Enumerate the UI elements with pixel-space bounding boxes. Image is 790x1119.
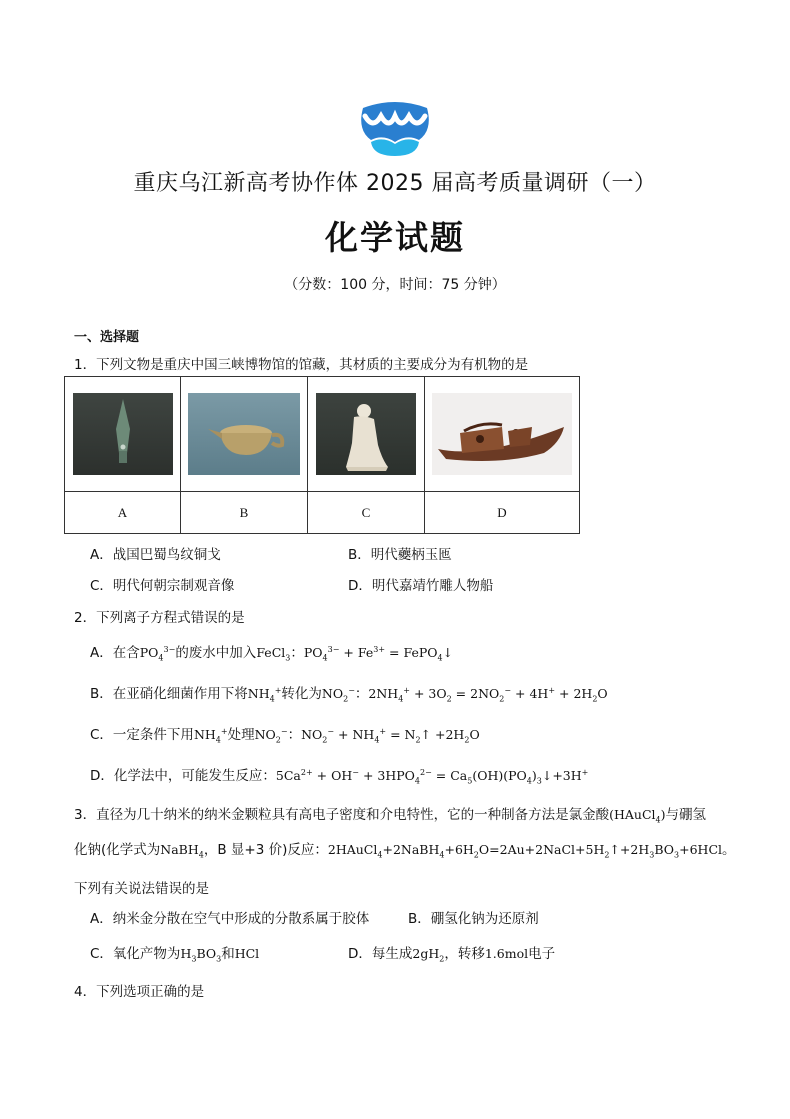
q2-d-equation: $5Ca^{2+} + OH^- + 3HPO_4^{2-}$ = $Ca_5(OH)(PO_4)_3↓+3H^+$ <box>275 767 589 786</box>
artifact-label-b: B <box>181 492 308 534</box>
haucl4-formula: (HAuCl$_4$) <box>609 807 666 825</box>
q1-stem: 1．下列文物是重庆中国三峡博物馆的馆藏，其材质的主要成分为有机物的是 <box>74 357 529 373</box>
q3-d-text2: ，转移 <box>444 946 485 962</box>
q2-c-equation: $NO_2^- + NH_4^+$ = $N_2↑ +2H_2O$ <box>301 726 480 745</box>
q2-option-a: A．在含$PO_4^{3-}$的废水中加入FeCl$_3$：$PO_4^{3-} + Fe^{3+}$ = FePO$_4$↓ <box>90 644 454 663</box>
wujiang-logo <box>357 100 433 158</box>
artifact-b-cell <box>181 377 308 492</box>
q1-option-d: D．明代嘉靖竹雕人物船 <box>348 578 494 594</box>
mass-h2: $2gH_2$ <box>412 946 445 964</box>
q1-option-c: C．明代何朝宗制观音像 <box>90 578 235 594</box>
q3-line1-text: 3．直径为几十纳米的纳米金颗粒具有高电子密度和介电特性，它的一种制备方法是氯金酸 <box>74 807 610 823</box>
fecl3-formula: FeCl$_3$ <box>256 645 291 663</box>
q2-option-c: C．一定条件下用$NH_4^+$处理$NO_2^-$：$NO_2^- + NH_4^+$ = $N_2↑ +2H_2O$ <box>90 726 480 745</box>
ammonium-formula-2: $NH_4^+$ <box>193 726 228 745</box>
q2-option-d <box>90 764 588 784</box>
q3-c-text2: 和 <box>221 946 235 962</box>
q2-a-text2: 的废水中加入 <box>175 645 257 661</box>
jade-vessel-image <box>188 393 300 475</box>
q2-d-text: D．化学法中，可能发生反应： <box>90 768 276 784</box>
q3-line1 <box>74 803 706 823</box>
guanyin-statue-image <box>316 393 416 475</box>
q3-c-text: C．氧化产物为 <box>90 946 181 962</box>
q3-line1-text2: 与硼氢 <box>665 807 706 823</box>
artifact-label-d: D <box>425 492 580 534</box>
phosphate-formula: $PO_4^{3-}$ <box>139 644 176 663</box>
q3-d-text3: 电子 <box>528 946 556 962</box>
q3-line2-text2: ，B 显+3 价)反应： <box>203 842 328 858</box>
nabh4-formula: NaBH$_4$ <box>160 842 204 860</box>
q3-d-text: D．每生成 <box>348 946 413 962</box>
q1-option-a: A．战国巴蜀鸟纹铜戈 <box>90 547 221 563</box>
artifact-label-a: A <box>65 492 181 534</box>
section-heading: 一、选择题 <box>74 330 140 345</box>
artifact-a-cell <box>65 377 181 492</box>
q3-equation: $2HAuCl_4+2NaBH_4+6H_2O=2Au+2NaCl+5H_2↑+2H_3BO_3+6HCl$ <box>327 842 723 860</box>
ammonium-formula: $NH_4^+$ <box>247 685 282 704</box>
q2-c-text: C．一定条件下用 <box>90 727 194 743</box>
q1-option-b: B．明代虁柄玉匜 <box>348 547 452 563</box>
q3-option-b: B．硼氢化钠为还原剂 <box>408 911 539 927</box>
h3bo3-formula: $H_3BO_3$ <box>180 946 222 964</box>
q4-stem: 4．下列选项正确的是 <box>74 984 205 1000</box>
electron-amount: 1.6mol <box>484 946 529 961</box>
q3-line3: 下列有关说法错误的是 <box>74 881 209 897</box>
q2-b-equation: $2NH_4^+ + 3O_2 = 2NO_2^- + 4H^+ + 2H_2O$ <box>368 685 608 704</box>
bamboo-boat-image <box>432 393 572 475</box>
q2-b-text2: 转化为 <box>281 686 322 702</box>
exam-meta: （分数：100 分，时间：75 分钟） <box>284 277 506 293</box>
q2-b-text: B．在亚硝化细菌作用下将 <box>90 686 248 702</box>
q3-option-a: A．纳米金分散在空气中形成的分散系属于胶体 <box>90 911 370 927</box>
q2-a-text: A．在含 <box>90 645 140 661</box>
q2-c-text2: 处理 <box>227 727 255 743</box>
q3-line2: 化钠(化学式为NaBH$_4$，B 显+3 价)反应：$2HAuCl_4+2NaBH_4+6H_2O=2Au+2NaCl+5H_2↑+2H_3BO_3+6HCl$。 <box>74 842 736 860</box>
bronze-dagger-image <box>73 393 173 475</box>
exam-title: 重庆乌江新高考协作体 2025 届高考质量调研（一） <box>133 171 657 196</box>
nitrite-formula-2: $NO_2^-$ <box>254 726 288 745</box>
subject-title: 化学试题 <box>325 218 465 257</box>
artifact-label-c: C <box>308 492 425 534</box>
q3-option-d <box>348 942 555 962</box>
q2-a-equation: $PO_4^{3-} + Fe^{3+}$ = FePO$_4$↓ <box>303 644 454 663</box>
q3-line2-text: 化钠(化学式为 <box>74 842 161 858</box>
q1-artifact-table <box>64 376 580 534</box>
q2-stem: 2．下列离子方程式错误的是 <box>74 610 245 626</box>
nitrite-formula: $NO_2^-$ <box>321 685 355 704</box>
q2-option-b: B．在亚硝化细菌作用下将$NH_4^+$转化为$NO_2^-$：$2NH_4^+ + 3O_2 = 2NO_2^- + 4H^+ + 2H_2O$ <box>90 685 608 704</box>
q3-option-c <box>90 942 259 962</box>
artifact-c-cell <box>308 377 425 492</box>
artifact-d-cell <box>425 377 580 492</box>
hcl-formula: HCl <box>234 946 260 961</box>
